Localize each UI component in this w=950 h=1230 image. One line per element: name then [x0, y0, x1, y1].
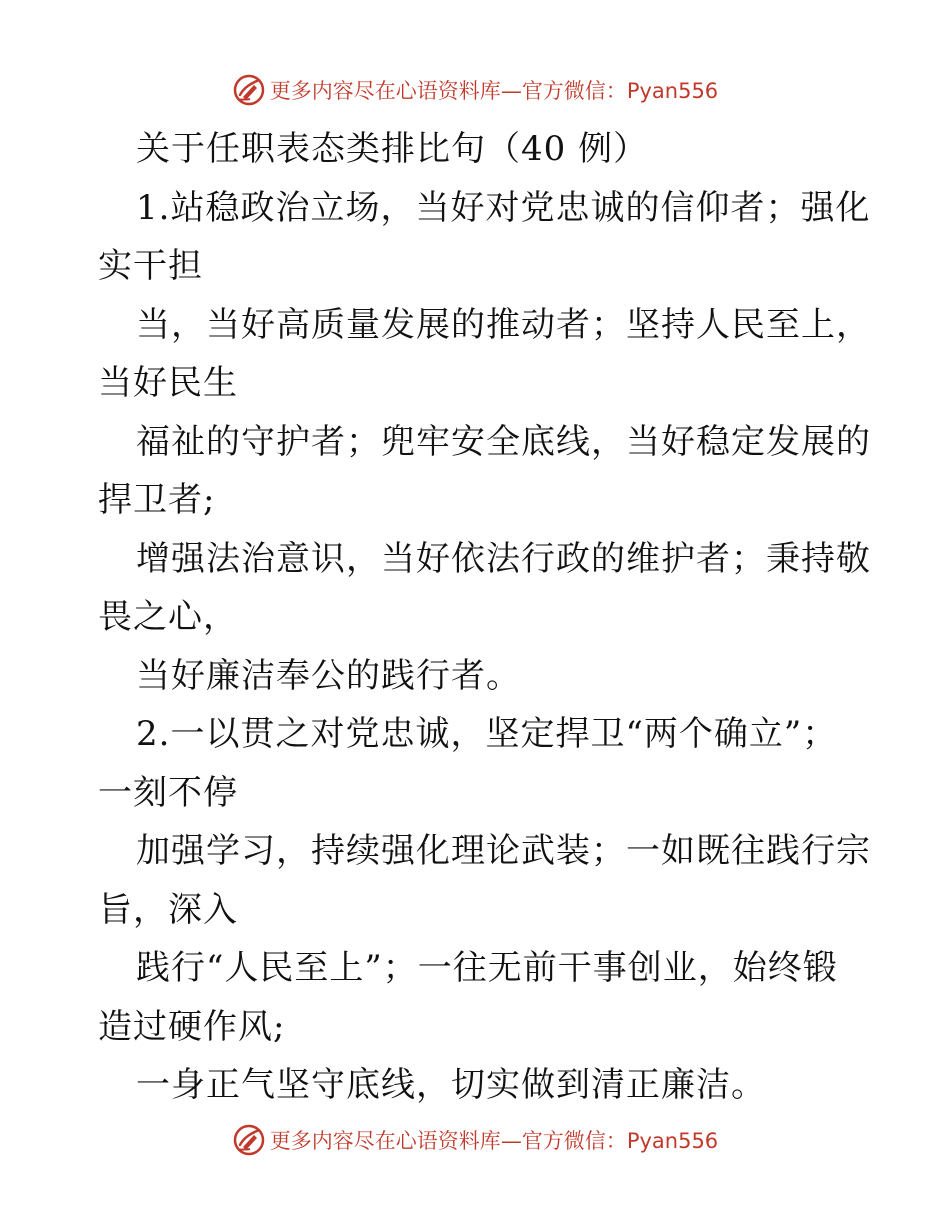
text-line: 旨，深入: [98, 889, 238, 930]
footer-banner-content: [232, 1123, 718, 1157]
text-line: 捍卫者;: [98, 480, 216, 520]
text-line: 畏之心，: [98, 597, 238, 637]
banner-text: [270, 75, 718, 105]
text-line: 加强学习，持续强化理论武装；一如既往践行宗: [136, 831, 871, 871]
text-line: 2.一以贯之对党忠诚，坚定捍卫“两个确立”；: [136, 714, 838, 754]
text-line: 造过硬作风;: [98, 1006, 286, 1047]
text-line: 一刻不停: [98, 772, 238, 813]
text-line: 1.站稳政治立场，当好对党忠诚的信仰者；强化: [136, 187, 871, 228]
text-line: 一身正气坚守底线，切实做到清正廉洁。: [136, 1065, 766, 1105]
text-line: 实干担: [98, 246, 203, 286]
text-line: 福祉的守护者；兜牢安全底线，当好稳定发展的: [136, 421, 871, 462]
text-line: 践行“人民至上”；一往无前干事创业，始终锻: [136, 948, 838, 988]
header-banner-content: [232, 73, 718, 107]
banner-wechat-id: Pyan556: [626, 79, 719, 103]
document-body: [98, 120, 871, 1115]
banner-wechat-label: 官方微信：: [521, 79, 627, 103]
banner-text: [270, 1125, 718, 1155]
banner-wechat-id: Pyan556: [626, 1129, 719, 1153]
footer-banner: [0, 1120, 950, 1160]
banner-dash: —: [500, 79, 522, 103]
text-line: 当好廉洁奉公的践行者。: [136, 655, 521, 696]
text-line: 关于任职表态类排比句（40 例）: [136, 129, 649, 169]
text-line: 当，当好高质量发展的推动者；坚持人民至上，: [136, 304, 871, 345]
banner-dash: —: [500, 1129, 522, 1153]
text-line: 增强法治意识，当好依法行政的维护者；秉持敬: [136, 538, 871, 579]
banner-promo-text: 更多内容尽在心语资料库: [269, 79, 501, 103]
text-line: 当好民生: [98, 363, 238, 403]
pen-logo-icon: [232, 73, 266, 107]
banner-wechat-label: 官方微信：: [521, 1129, 627, 1153]
pen-logo-icon: [232, 1123, 266, 1157]
header-banner: [0, 70, 950, 110]
banner-promo-text: 更多内容尽在心语资料库: [269, 1129, 501, 1153]
